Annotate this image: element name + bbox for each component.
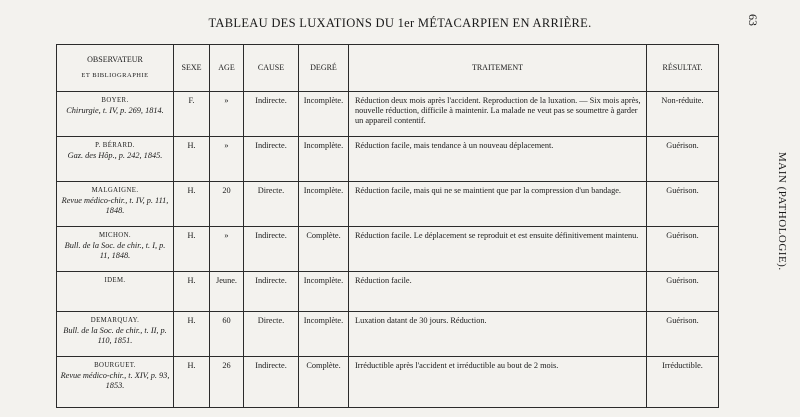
cell-resultat: Irréductible. [647, 357, 719, 408]
luxation-table-container [56, 44, 718, 408]
header-observateur-label: OBSERVATEUR [87, 55, 143, 64]
header-bibliographie-label: ET BIBLIOGRAPHIE [81, 72, 149, 79]
table-row [57, 227, 719, 272]
table-row [57, 357, 719, 408]
cell-degre: Incomplète. [299, 182, 349, 227]
header-age: AGE [210, 45, 244, 92]
observer-reference: Chirurgie, t. IV, p. 269, 1814. [66, 106, 164, 115]
table-row [57, 92, 719, 137]
cell-traitement: Réduction facile, mais tendance à un nouveau déplacement. [349, 137, 647, 182]
cell-observateur [57, 227, 174, 272]
cell-cause: Indirecte. [244, 357, 299, 408]
header-degre: DEGRÉ [299, 45, 349, 92]
observer-name: IDEM. [104, 277, 126, 284]
cell-observateur [57, 312, 174, 357]
cell-age: 60 [210, 312, 244, 357]
header-resultat: RÉSULTAT. [647, 45, 719, 92]
table-row [57, 272, 719, 312]
observer-name: DEMARQUAY. [90, 317, 140, 324]
cell-observateur [57, 182, 174, 227]
observer-reference: Bull. de la Soc. de chir., t. II, p. 110, 1851. [63, 326, 167, 345]
observer-reference: Revue médico-chir., t. IV, p. 111, 1848. [61, 196, 169, 215]
running-head: MAIN (PATHOLOGIE). [776, 152, 788, 271]
cell-sexe: H. [174, 272, 210, 312]
cell-resultat: Guérison. [647, 182, 719, 227]
cell-sexe: H. [174, 182, 210, 227]
cell-sexe: H. [174, 357, 210, 408]
cell-cause: Directe. [244, 312, 299, 357]
cell-age: Jeune. [210, 272, 244, 312]
cell-sexe: H. [174, 137, 210, 182]
page-number: 63 [746, 14, 760, 26]
cell-age: » [210, 227, 244, 272]
cell-age: » [210, 92, 244, 137]
cell-cause: Indirecte. [244, 137, 299, 182]
observer-reference: Bull. de la Soc. de chir., t. I, p. 11, 1848. [64, 241, 166, 260]
table-row [57, 182, 719, 227]
header-observateur [57, 45, 174, 92]
table-header-row [57, 45, 719, 92]
cell-degre: Complète. [299, 227, 349, 272]
page-title: TABLEAU DES LUXATIONS DU 1er MÉTACARPIEN EN ARRIÈRE. [208, 16, 592, 30]
observer-reference: Revue médico-chir., t. XIV, p. 93, 1853. [60, 371, 170, 390]
cell-resultat: Guérison. [647, 227, 719, 272]
cell-traitement: Irréductible après l'accident et irréductible au bout de 2 mois. [349, 357, 647, 408]
cell-resultat: Guérison. [647, 137, 719, 182]
header-sexe: SEXE [174, 45, 210, 92]
cell-resultat: Guérison. [647, 312, 719, 357]
cell-cause: Directe. [244, 182, 299, 227]
observer-name: MALGAIGNE. [91, 187, 139, 194]
cell-observateur [57, 272, 174, 312]
cell-age: » [210, 137, 244, 182]
cell-cause: Indirecte. [244, 272, 299, 312]
cell-resultat: Guérison. [647, 272, 719, 312]
cell-traitement: Luxation datant de 30 jours. Réduction. [349, 312, 647, 357]
cell-traitement: Réduction facile. Le déplacement se reproduit et est ensuite définitivement maintenu. [349, 227, 647, 272]
cell-traitement: Réduction facile. [349, 272, 647, 312]
cell-degre: Complète. [299, 357, 349, 408]
cell-degre: Incomplète. [299, 137, 349, 182]
luxation-table [56, 44, 719, 408]
cell-age: 20 [210, 182, 244, 227]
cell-degre: Incomplète. [299, 92, 349, 137]
header-cause: CAUSE [244, 45, 299, 92]
cell-observateur [57, 92, 174, 137]
cell-traitement: Réduction deux mois après l'accident. Reproduction de la luxation. — Six mois après, nouvelle réduction, difficile à maintenir. La malade ne veut pas se soumettre à garder un appareil contentif. [349, 92, 647, 137]
cell-sexe: H. [174, 312, 210, 357]
cell-traitement: Réduction facile, mais qui ne se maintient que par la compression d'un bandage. [349, 182, 647, 227]
cell-degre: Incomplète. [299, 312, 349, 357]
cell-resultat: Non-réduite. [647, 92, 719, 137]
cell-sexe: H. [174, 227, 210, 272]
observer-name: P. BÉRARD. [95, 142, 135, 149]
table-row [57, 312, 719, 357]
header-traitement: TRAITEMENT [349, 45, 647, 92]
observer-name: MICHON. [98, 232, 132, 239]
cell-degre: Incomplète. [299, 272, 349, 312]
observer-reference: Gaz. des Hôp., p. 242, 1845. [67, 151, 163, 160]
table-row [57, 137, 719, 182]
cell-sexe: F. [174, 92, 210, 137]
observer-name: BOYER. [101, 97, 129, 104]
cell-cause: Indirecte. [244, 227, 299, 272]
cell-cause: Indirecte. [244, 92, 299, 137]
cell-age: 26 [210, 357, 244, 408]
cell-observateur [57, 137, 174, 182]
observer-name: BOURGUET. [94, 362, 136, 369]
cell-observateur [57, 357, 174, 408]
